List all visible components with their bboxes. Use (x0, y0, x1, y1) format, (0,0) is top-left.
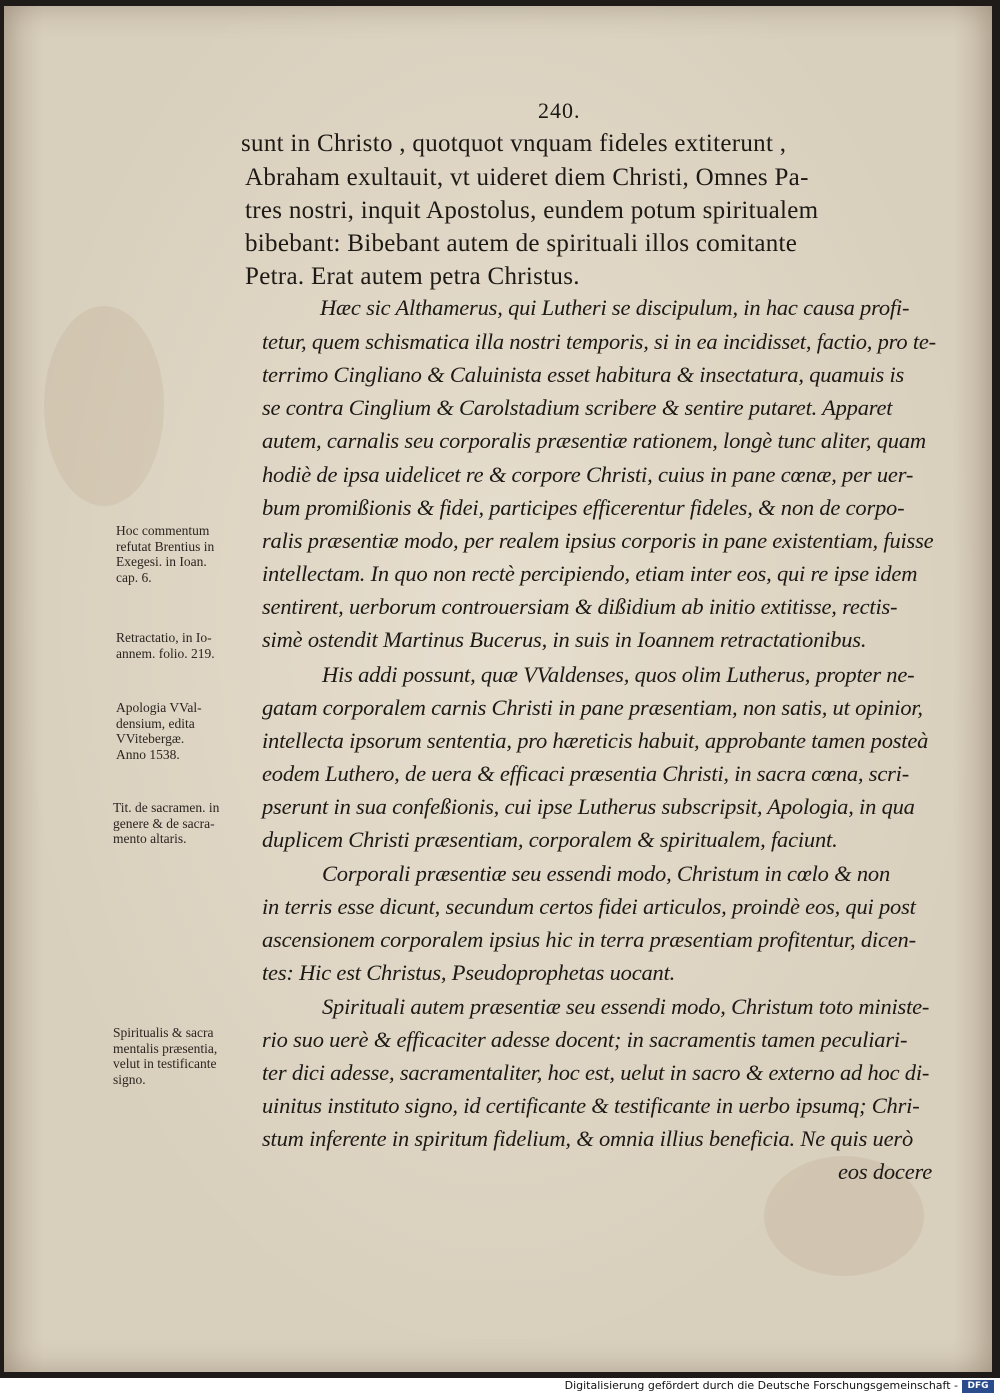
text-line: uinitus instituto signo, id certificante & testificante in uerbo ipsumq; Chri- (262, 1093, 920, 1118)
text-line: eodem Luthero, de uera & efficaci præsentia Christi, in sacra cœna, scri- (262, 761, 910, 786)
text-line: intellecta ipsorum sententia, pro hæreticis habuit, approbante tamen posteà (262, 728, 929, 753)
page-number: 240. (538, 98, 581, 123)
footer-credit: Digitalisierung gefördert durch die Deutsche Forschungsgemeinschaft - (564, 1379, 958, 1392)
text-line: Abraham exultauit, vt uideret diem Christi, Omnes Pa- (245, 164, 809, 191)
text-line: Spirituali autem præsentiæ seu essendi modo, Christum toto ministe- (322, 994, 930, 1019)
margin-note-line: mento altaris. (113, 831, 187, 846)
text-line: simè ostendit Martinus Bucerus, in suis in Ioannem retractationibus. (262, 627, 867, 652)
margin-note (116, 700, 266, 762)
text-line: ralis præsentiæ modo, per realem ipsius corporis in pane existentiam, fuisse (262, 528, 934, 553)
text-line: ter dici adesse, sacramentaliter, hoc est, uelut in sacro & externo ad hoc di- (262, 1060, 930, 1085)
margin-note-line: refutat Brentius in (116, 538, 215, 554)
text-line: autem, carnalis seu corporalis præsentiæ rationem, longè tunc aliter, quam (262, 428, 926, 453)
text-line: duplicem Christi præsentiam, corporalem & spiritualem, faciunt. (262, 827, 838, 852)
text-line: Hæc sic Althamerus, qui Lutheri se discipulum, in hac causa profi- (320, 295, 910, 320)
margin-note-line: Apologia VVal- (116, 700, 202, 715)
text-line: sunt in Christo , quotquot vnquam fideles extiterunt , (241, 130, 787, 157)
margin-note-line: annem. folio. 219. (116, 645, 215, 661)
text-line: hodiè de ipsa uidelicet re & corpore Christi, cuius in pane cœnæ, per uer- (262, 462, 914, 487)
text-line: Petra. Erat autem petra Christus. (245, 263, 580, 290)
margin-note (113, 1025, 263, 1087)
text-line: terrimo Cinglianο & Caluinista esset habitura & insectatura, quamuis is (262, 362, 905, 387)
margin-note-line: VVitebergæ. (116, 731, 185, 746)
text-line: intellectam. In quo non rectè percipiendo, etiam inter eos, qui re ipse idem (262, 561, 918, 586)
margin-note-line: genere & de sacra- (113, 815, 215, 831)
text-line: se contra Cinglium & Carolstadium scribere & sentire putaret. Apparet (262, 395, 893, 420)
margin-note (116, 523, 266, 585)
text-line: tres nostri, inquit Apostolus, eundem potum spiritualem (245, 197, 819, 224)
text-line: His addi possunt, quæ VValdenses, quos olim Lutherus, propter ne- (322, 662, 915, 687)
text-line: rio suo uerè & efficaciter adesse docent; in sacramentis tamen peculiari- (262, 1027, 908, 1052)
text-line: stum inferente in spiritum fidelium, & omnia illius beneficia. Ne quis uerò (262, 1126, 913, 1151)
text-line: pserunt in sua confeßionis, cui ipse Lutherus subscripsit, Apologia, in qua (262, 794, 915, 819)
text-line: in terris esse dicunt, secundum certos fidei articulos, proindè eos, qui post (262, 894, 916, 919)
margin-note-line: mentalis præsentia, (113, 1040, 218, 1056)
margin-note-line: Hoc commentum (116, 523, 210, 538)
margin-note-line: Spiritualis & sacra (113, 1025, 214, 1040)
margin-note-line: cap. 6. (116, 569, 152, 585)
catchword: eos docere (838, 1159, 932, 1184)
paper-stain (44, 306, 164, 506)
text-line: bibebant: Bibebant autem de spirituali illos comitante (245, 230, 798, 257)
text-line: gatam corporalem carnis Christi in pane præsentiam, non satis, ut opinior, (262, 695, 923, 720)
text-line: tes: Hic est Christus, Pseudoprophetas uocant. (262, 960, 676, 985)
margin-note-line: Anno 1538. (116, 746, 180, 762)
margin-note-line: Tit. de sacramen. in (113, 800, 220, 815)
margin-note-line: Retractatio, in Io- (116, 630, 212, 645)
margin-note (113, 800, 263, 847)
text-line: ascensionem corporalem ipsius hic in terra præsentiam profitentur, dicen- (262, 927, 916, 952)
margin-note (116, 630, 266, 661)
footer-bar (0, 1378, 1000, 1395)
text-line: bum promißionis & fidei, participes efficerentur fideles, & non de corpo- (262, 495, 905, 520)
margin-note-line: velut in testificante (113, 1056, 217, 1071)
text-line: tetur, quem schismatica illa nostri temporis, si in ea incidisset, factio, pro te- (262, 329, 936, 354)
dfg-logo: DFG (962, 1380, 994, 1393)
margin-note-line: signo. (113, 1071, 146, 1087)
margin-note-line: densium, edita (116, 715, 195, 731)
margin-note-line: Exegesi. in Ioan. (116, 554, 207, 569)
text-line: Corporali præsentiæ seu essendi modo, Christum in cœlo & non (322, 861, 891, 886)
text-line: sentirent, uerborum controuersiam & dißidium ab initio extitisse, rectis- (262, 594, 898, 619)
